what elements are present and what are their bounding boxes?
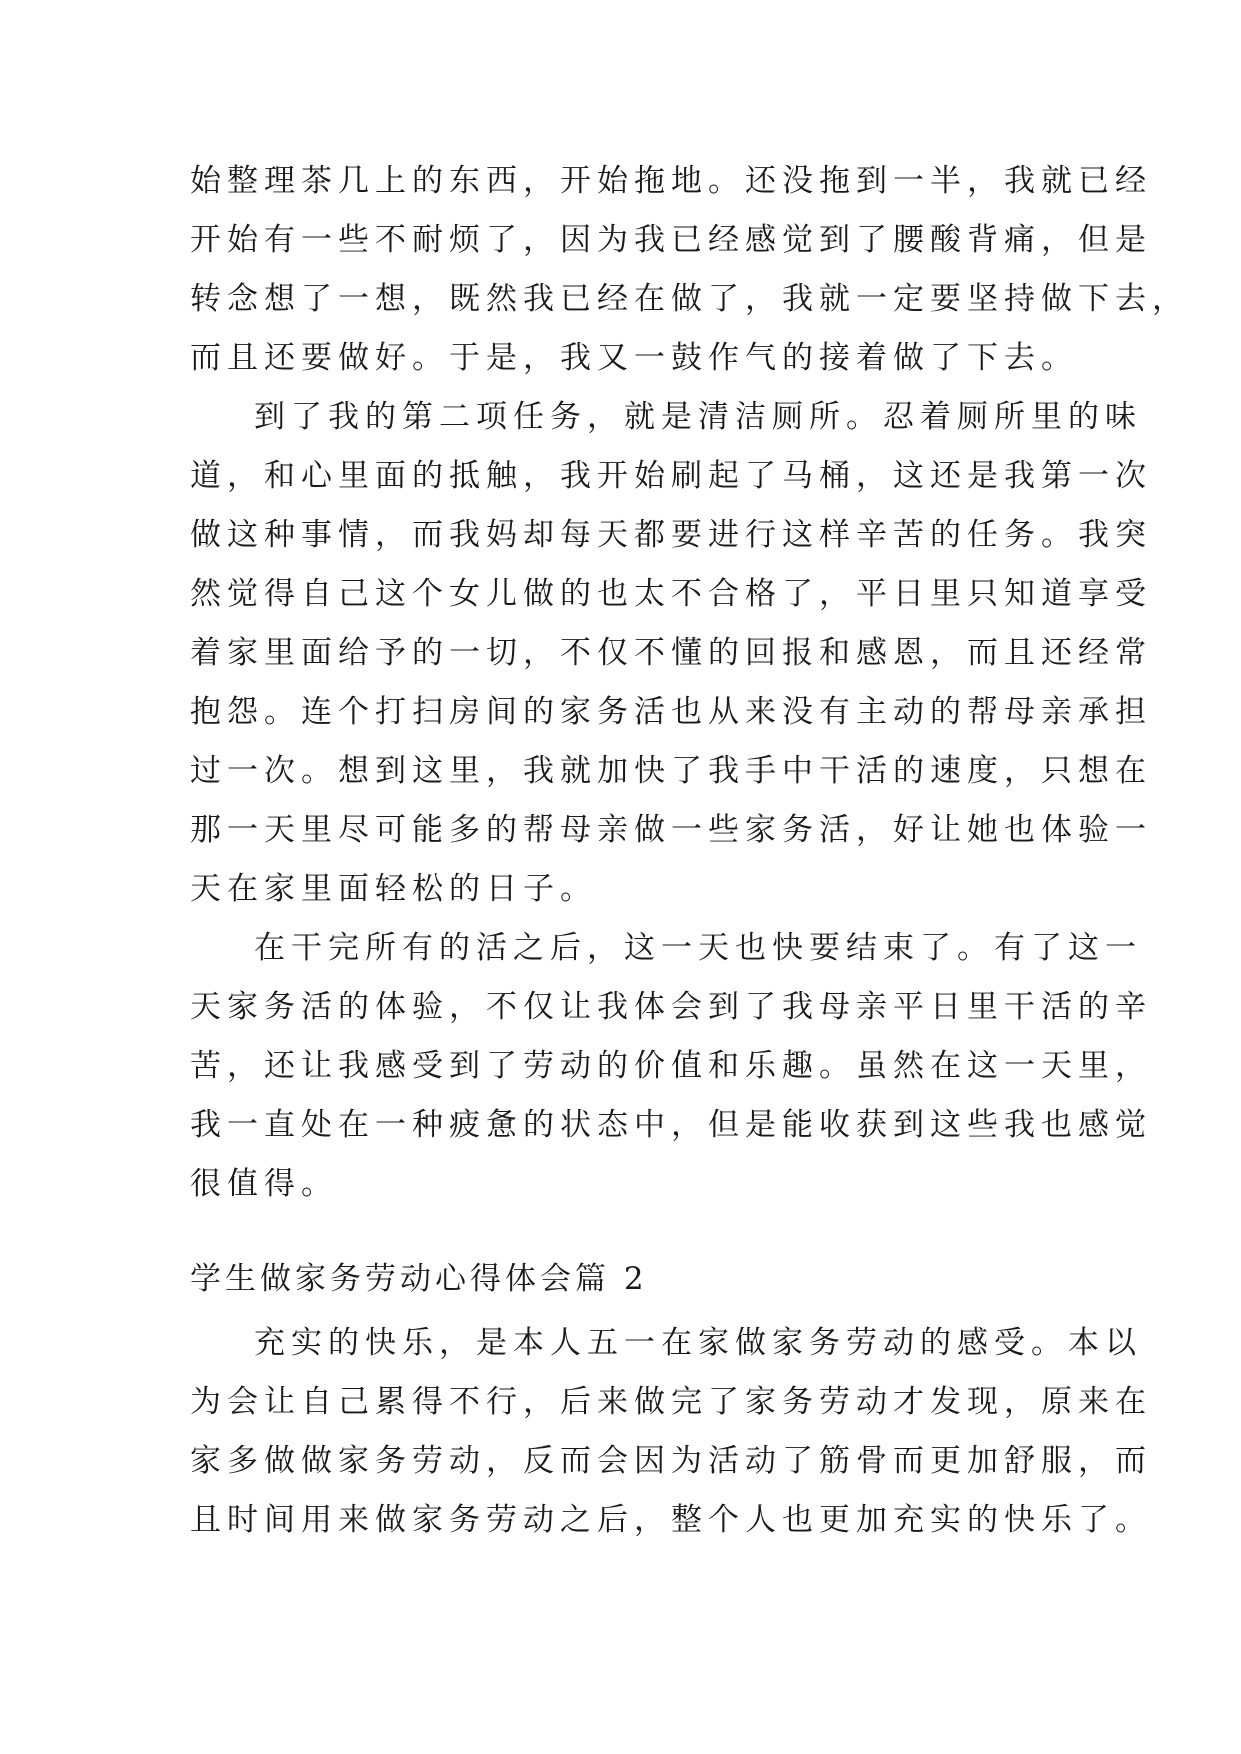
text-line: 始整理茶几上的东西，开始拖地。还没拖到一半，我就已经 [190, 163, 1152, 199]
text-line: 做这种事情，而我妈却每天都要进行这样辛苦的任务。我突 [190, 517, 1152, 553]
text-line: 苦，还让我感受到了劳动的价值和乐趣。虽然在这一天里， [190, 1048, 1152, 1084]
text-line: 开始有一些不耐烦了，因为我已经感觉到了腰酸背痛，但是 [190, 222, 1152, 258]
text-line: 过一次。想到这里，我就加快了我手中干活的速度，只想在 [190, 753, 1152, 789]
text-line: 我一直处在一种疲惫的状态中，但是能收获到这些我也感觉 [190, 1107, 1152, 1143]
text-line: 道，和心里面的抵触，我开始刷起了马桶，这还是我第一次 [190, 458, 1152, 494]
text-line: 为会让自己累得不行，后来做完了家务劳动才发现，原来在 [190, 1384, 1152, 1420]
text-line: 然觉得自己这个女儿做的也太不合格了，平日里只知道享受 [190, 576, 1152, 612]
text-line: 那一天里尽可能多的帮母亲做一些家务活，好让她也体验一 [190, 812, 1152, 848]
text-line: 转念想了一想，既然我已经在做了，我就一定要坚持做下去， [190, 281, 1189, 317]
body-text-section-2 [190, 1314, 1152, 1550]
text-line: 而且还要做好。于是，我又一鼓作气的接着做了下去。 [190, 340, 1078, 376]
paragraph-first-line: 在干完所有的活之后，这一天也快要结束了。有了这一 [254, 930, 1142, 966]
paragraph-first-line: 充实的快乐，是本人五一在家做家务劳动的感受。本以 [254, 1325, 1142, 1361]
paragraph-first-line: 到了我的第二项任务，就是清洁厕所。忍着厕所里的味 [254, 399, 1142, 435]
text-line: 天在家里面轻松的日子。 [190, 871, 597, 907]
body-text-section-1 [190, 152, 1189, 1214]
text-line: 天家务活的体验，不仅让我体会到了我母亲平日里干活的辛 [190, 989, 1152, 1025]
section-heading: 学生做家务劳动心得体会篇 2 [190, 1261, 648, 1297]
text-line: 着家里面给予的一切，不仅不懂的回报和感恩，而且还经常 [190, 635, 1152, 671]
text-line: 且时间用来做家务劳动之后，整个人也更加充实的快乐了。 [190, 1502, 1152, 1538]
text-line: 抱怨。连个打扫房间的家务活也从来没有主动的帮母亲承担 [190, 694, 1152, 730]
text-line: 很值得。 [190, 1166, 338, 1202]
text-line: 家多做做家务劳动，反而会因为活动了筋骨而更加舒服，而 [190, 1443, 1152, 1479]
